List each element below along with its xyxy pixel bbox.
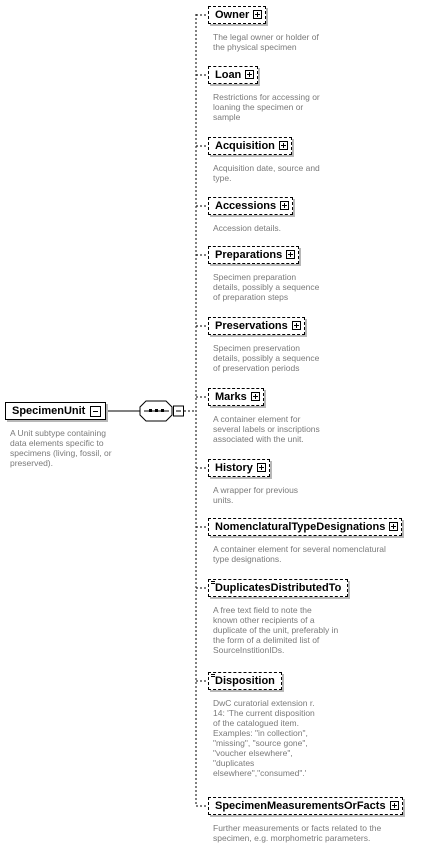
element-label: SpecimenMeasurementsOrFacts	[215, 800, 386, 812]
text-content-icon	[211, 674, 215, 677]
element-accessions[interactable]	[208, 197, 293, 215]
root-element-label: SpecimenUnit	[12, 405, 86, 417]
element-label: DuplicatesDistributedTo	[215, 582, 342, 594]
expand-icon[interactable]	[292, 321, 301, 330]
element-disposition[interactable]	[208, 672, 282, 690]
expand-icon[interactable]	[279, 141, 288, 150]
element-preservations[interactable]	[208, 317, 305, 335]
element-label: Marks	[215, 391, 247, 403]
element-label: Preservations	[215, 320, 288, 332]
element-description: Specimen preservation details, possibly a sequence of preservation periods	[213, 343, 320, 373]
element-description: A container element for several nomenclatural type designations.	[213, 544, 386, 564]
element-description: Further measurements or facts related to the specimen, e.g. morphometric parameters.	[213, 823, 382, 843]
element-description: Restrictions for accessing or loaning the specimen or sample	[213, 92, 320, 122]
text-content-icon	[211, 581, 215, 584]
element-label: Acquisition	[215, 140, 275, 152]
element-owner[interactable]	[208, 6, 266, 24]
expand-icon[interactable]	[389, 522, 398, 531]
element-acquisition[interactable]	[208, 137, 292, 155]
element-marks[interactable]	[208, 388, 264, 406]
expand-icon[interactable]	[253, 10, 262, 19]
element-label: History	[215, 462, 253, 474]
root-element-specimenunit[interactable]	[5, 402, 106, 420]
element-loan[interactable]	[208, 66, 258, 84]
element-duplicates-distributed-to[interactable]	[208, 579, 348, 597]
element-specimen-measurements-or-facts[interactable]	[208, 797, 403, 815]
expand-icon[interactable]	[257, 463, 266, 472]
element-description: Specimen preparation details, possibly a sequence of preparation steps	[213, 272, 320, 302]
element-description: A container element for several labels or inscriptions associated with the unit.	[213, 414, 320, 444]
element-label: Loan	[215, 69, 242, 81]
element-description: The legal owner or holder of the physical specimen	[213, 32, 319, 52]
element-description: Acquisition date, source and type.	[213, 163, 320, 183]
collapse-icon[interactable]	[90, 406, 101, 417]
expand-icon[interactable]	[390, 801, 399, 810]
element-history[interactable]	[208, 459, 270, 477]
expand-icon[interactable]	[286, 250, 295, 259]
element-description: A free text field to note the known other recipients of a duplicate of the unit, preferably in the form of a delimited list of SourceInstitionIDs.	[213, 605, 339, 655]
expand-icon[interactable]	[245, 70, 254, 79]
element-description: DwC curatorial extension r. 14: 'The current disposition of the catalogued item. Examples: "in collection", "missing", "source gone", "voucher elsewhere", "duplicates elsewhere","consumed".'	[213, 698, 315, 778]
root-element-description: A Unit subtype containing data elements specific to specimens (living, fossil, or preserved).	[10, 428, 112, 468]
element-description: A wrapper for previous units.	[213, 485, 299, 505]
element-description: Accession details.	[213, 223, 282, 233]
element-label: Owner	[215, 9, 250, 21]
element-preparations[interactable]	[208, 246, 299, 264]
element-label: Accessions	[215, 200, 277, 212]
sequence-compositor	[136, 400, 186, 422]
sequence-dot-1	[149, 409, 152, 412]
element-label: Preparations	[215, 249, 283, 261]
sequence-dot-2	[155, 409, 158, 412]
expand-icon[interactable]	[251, 392, 260, 401]
sequence-dot-3	[161, 409, 164, 412]
expand-icon[interactable]	[280, 201, 289, 210]
element-nomenclatural-type-designations[interactable]	[208, 518, 402, 536]
element-label: NomenclaturalTypeDesignations	[215, 521, 386, 533]
element-label: Disposition	[215, 675, 275, 687]
